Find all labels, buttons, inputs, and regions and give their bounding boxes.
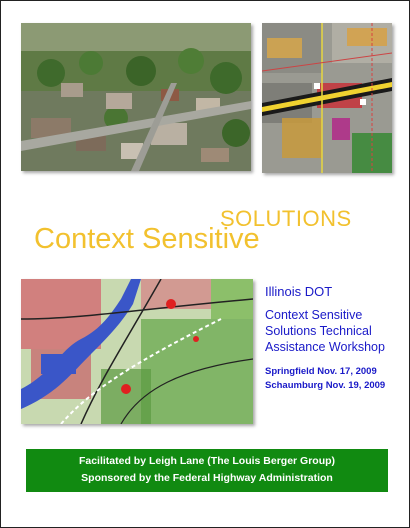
land-use-map-image — [262, 23, 392, 173]
sponsor-credit: Sponsored by the Federal Highway Administration — [81, 472, 333, 484]
date-springfield: Springfield Nov. 17, 2009 — [265, 366, 377, 377]
title-context-sensitive: Context Sensitive — [34, 223, 260, 255]
event-info — [265, 284, 405, 393]
facilitator-credit: Facilitated by Leigh Lane (The Louis Berger Group) — [78, 455, 336, 467]
credits-banner — [26, 449, 388, 492]
workshop-title: Context Sensitive Solutions Technical Assistance Workshop — [265, 308, 385, 354]
organization-name: Illinois DOT — [265, 284, 333, 299]
workshop-dates — [265, 365, 405, 393]
aerial-town-photo — [21, 23, 251, 171]
date-schaumburg: Schaumburg Nov. 19, 2009 — [265, 380, 386, 391]
gis-regional-map-image — [21, 279, 253, 424]
title-solutions: SOLUTIONS — [220, 206, 352, 231]
